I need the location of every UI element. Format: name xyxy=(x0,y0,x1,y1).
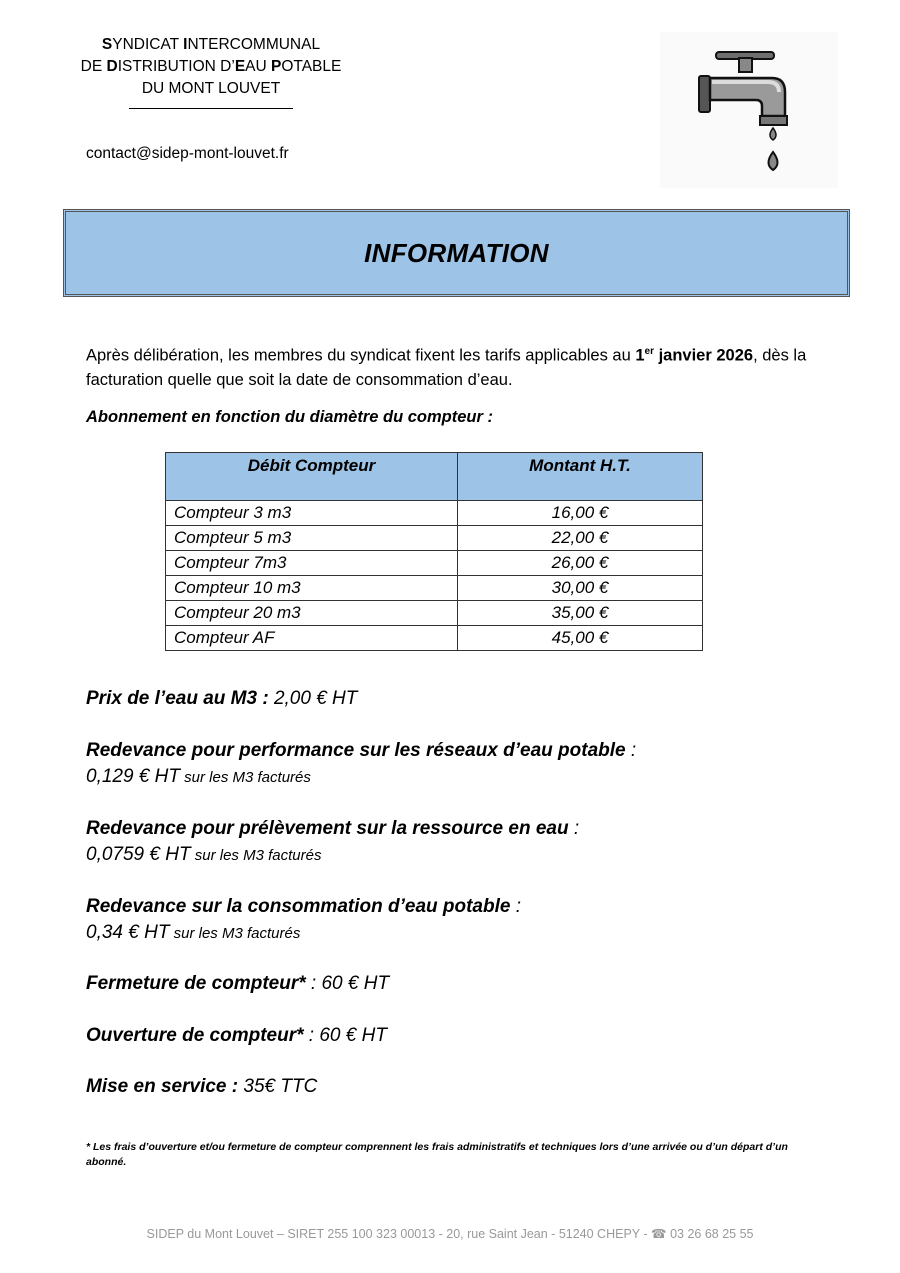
water-price: Prix de l’eau au M3 : 2,00 € HT xyxy=(86,688,358,709)
table-row xyxy=(166,601,703,626)
subscription-table xyxy=(165,452,703,651)
meter-closing-fee: Fermeture de compteur* : 60 € HT xyxy=(86,973,390,994)
table-row xyxy=(166,501,703,526)
footnote: * Les frais d’ouverture et/ou fermeture de compteur comprennent les frais administratifs et techniques lors d’une arrivée ou d’un départ d’un abonné. xyxy=(86,1141,788,1168)
intro-paragraph: Après délibération, les membres du syndicat fixent les tarifs applicables au 1er janvier 2026, dès la facturation quelle que soit la date de consommation d’eau. xyxy=(86,346,807,389)
table-row xyxy=(166,551,703,576)
table-row xyxy=(166,526,703,551)
consumption-fee: Redevance sur la consommation d’eau potable : 0,34 € HT sur les M3 facturés xyxy=(86,896,522,943)
meter-cell: Compteur 10 m3 xyxy=(166,576,458,601)
amount-cell: 22,00 € xyxy=(458,526,703,551)
table-row xyxy=(166,626,703,651)
contact-email[interactable]: contact@sidep-mont-louvet.fr xyxy=(86,145,289,162)
amount-cell: 16,00 € xyxy=(458,501,703,526)
header-divider xyxy=(129,106,293,109)
table-header-row xyxy=(166,453,703,501)
amount-cell: 35,00 € xyxy=(458,601,703,626)
amount-cell: 45,00 € xyxy=(458,626,703,651)
meter-cell: Compteur 20 m3 xyxy=(166,601,458,626)
meter-cell: Compteur 3 m3 xyxy=(166,501,458,526)
meter-cell: Compteur 7m3 xyxy=(166,551,458,576)
meter-opening-fee: Ouverture de compteur* : 60 € HT xyxy=(86,1025,387,1046)
subscription-heading: Abonnement en fonction du diamètre du compteur : xyxy=(86,408,494,426)
network-performance-fee: Redevance pour performance sur les réseaux d’eau potable : 0,129 € HT sur les M3 facturés xyxy=(86,740,637,787)
page-footer: SIDEP du Mont Louvet – SIRET 255 100 323 00013 - 20, rue Saint Jean - 51240 CHEPY - ☎ 03 26 68 25 55 xyxy=(146,1227,754,1241)
amount-cell: 26,00 € xyxy=(458,551,703,576)
activation-fee: Mise en service : 35€ TTC xyxy=(86,1076,318,1097)
phone-icon: ☎ xyxy=(651,1227,667,1241)
water-faucet-icon xyxy=(660,32,838,188)
banner-title: INFORMATION xyxy=(364,237,549,268)
organization-name xyxy=(80,34,342,109)
information-banner xyxy=(63,209,850,297)
org-name-line-2: DE DISTRIBUTION D’EAU POTABLE xyxy=(80,58,342,75)
amount-cell: 30,00 € xyxy=(458,576,703,601)
org-name-line-1: SYNDICAT INTERCOMMUNAL xyxy=(101,36,321,53)
column-header-amount: Montant H.T. xyxy=(458,453,703,501)
column-header-meter: Débit Compteur xyxy=(166,453,458,501)
meter-cell: Compteur AF xyxy=(166,626,458,651)
table-row xyxy=(166,576,703,601)
org-name-line-3: DU MONT LOUVET xyxy=(141,80,281,97)
meter-cell: Compteur 5 m3 xyxy=(166,526,458,551)
resource-withdrawal-fee: Redevance pour prélèvement sur la ressource en eau : 0,0759 € HT sur les M3 facturés xyxy=(86,818,580,865)
